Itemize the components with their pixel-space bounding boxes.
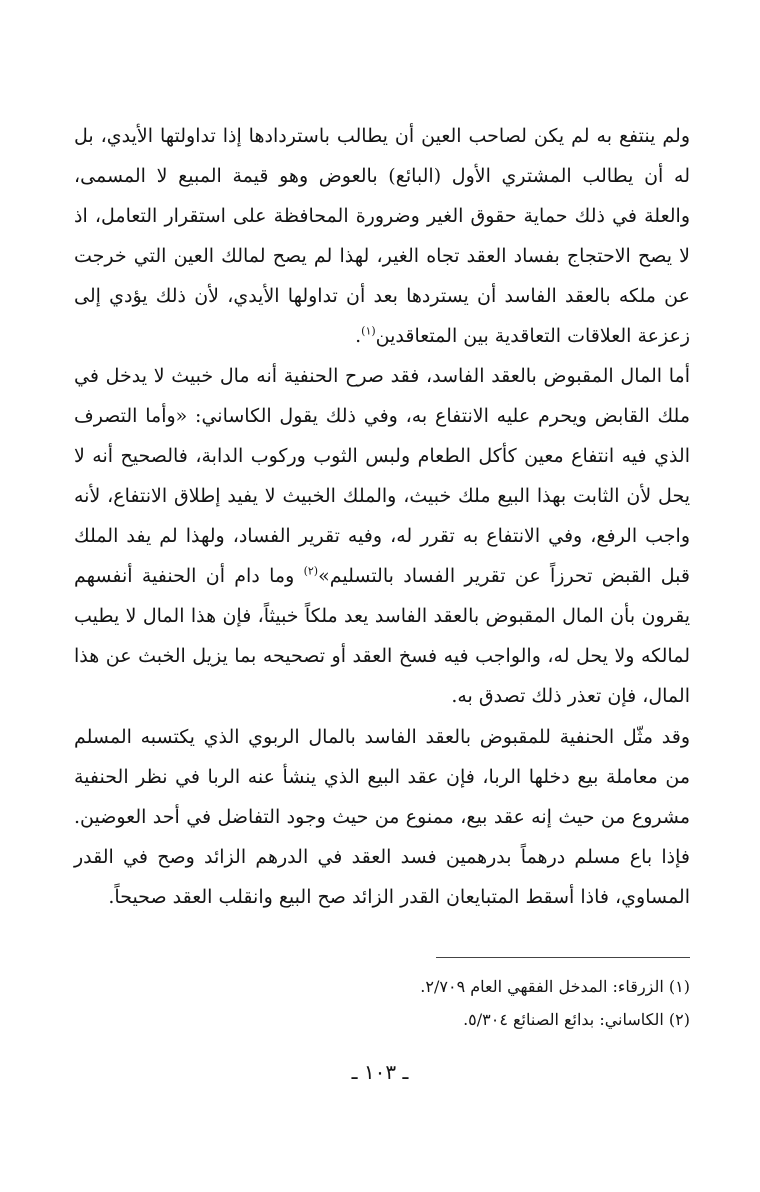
- paragraph-1-end: .: [355, 325, 362, 347]
- paragraph-2: [74, 356, 690, 716]
- paragraph-2-continuation: وما دام أن الحنفية أنفسهم يقرون بأن المال المقبوض بالعقد الفاسد يعد ملكاً خبيثاً، فإن هذا المال لا يطيب لمالكه ولا يحل له، والواجب فيه فسخ العقد أو تصحيحه بما يزيل الخبث عن هذا المال، فإن تعذر ذلك تصدق به.: [74, 565, 690, 707]
- paragraph-1: [74, 116, 690, 356]
- footnote-1: (١) الزرقاء: المدخل الفقهي العام ٢/٧٠٩.: [420, 977, 690, 996]
- footnote-separator: [436, 957, 690, 958]
- paragraph-1-text: ولم ينتفع به لم يكن لصاحب العين أن يطالب باستردادها إذا تداولتها الأيدي، بل له أن يطالب المشتري الأول (البائع) بالعوض وهو قيمة المبيع لا المسمى، والعلة في ذلك حماية حقوق الغير وضرورة المحافظة على استقرار التعامل، اذ لا يصح الاحتجاج بفساد العقد تجاه الغير، لهذا لم يصح لمالك العين التي خرجت عن ملكه بالعقد الفاسد أن يستردها بعد أن تداولها الأيدي، لأن ذلك يؤدي إلى زعزعة العلاقات التعاقدية بين المتعاقدين: [74, 125, 690, 347]
- footnote-2: (٢) الكاساني: بدائع الصنائع ٥/٣٠٤.: [463, 1010, 690, 1029]
- paragraph-2-text: أما المال المقبوض بالعقد الفاسد، فقد صرح الحنفية أنه مال خبيث لا يدخل في ملك القابض ويحرم عليه الانتفاع به، وفي ذلك يقول الكاساني: «وأما التصرف الذي فيه انتفاع معين كأكل الطعام ولبس الثوب وركوب الدابة، فالصحيح أنه لا يحل لأن الثابت بهذا البيع ملك خبيث، والملك الخبيث لا يفيد إطلاق الانتفاع، لأنه واجب الرفع، وفي الانتفاع به تقرر له، وفيه تقرير الفساد، ولهذا لم يفد الملك قبل القبض تحرزاً عن تقرير الفساد بالتسليم»: [74, 365, 690, 587]
- footnote-ref-2[interactable]: (٢): [303, 564, 319, 578]
- paragraph-3-text: وقد مثّل الحنفية للمقبوض بالعقد الفاسد بالمال الربوي الذي يكتسبه المسلم من معاملة بيع دخلها الربا، فإن عقد البيع الذي ينشأ عنه الربا في نظر الحنفية مشروع من حيث إنه عقد بيع، ممنوع من حيث وجود التفاضل في أحد العوضين. فإذا باع مسلم درهماً بدرهمين فسد العقد في الدرهم الزائد وصح في القدر المساوي، فاذا أسقط المتبايعان القدر الزائد صح البيع وانقلب العقد صحيحاً.: [74, 726, 690, 908]
- page-number: ـ ١٠٣ ـ: [351, 1060, 409, 1084]
- footnote-ref-1[interactable]: (١): [361, 324, 376, 338]
- paragraph-3: [74, 717, 690, 917]
